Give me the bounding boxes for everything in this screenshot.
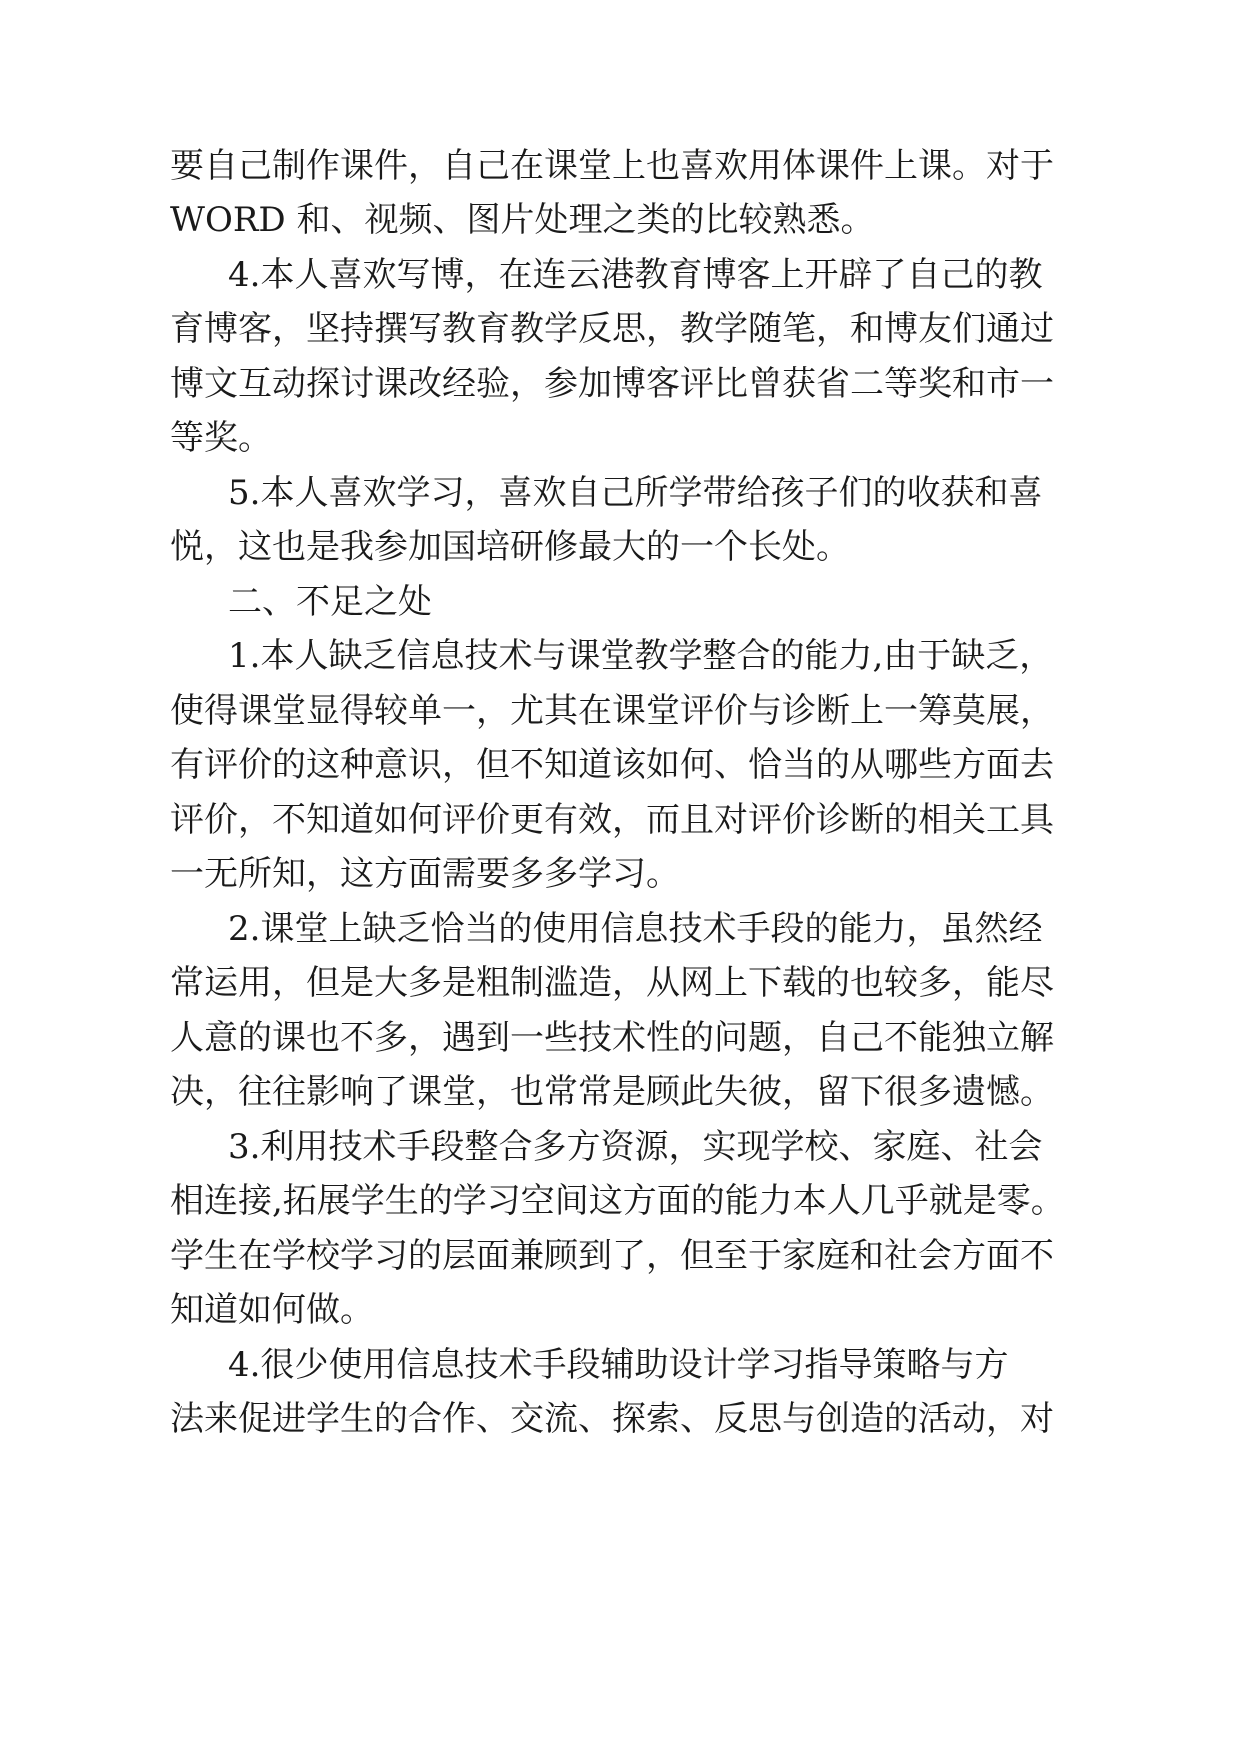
text-line: 决，往往影响了课堂，也常常是顾此失彼，留下很多遗憾。 [170,1072,1054,1112]
text-line: 博文互动探讨课改经验，参加博客评比曾获省二等奖和市一 [170,364,1054,404]
text-line: 等奖。 [170,418,272,458]
text-line: 2.课堂上缺乏恰当的使用信息技术手段的能力，虽然经 [228,909,1043,949]
text-line: 一无所知，这方面需要多多学习。 [170,854,680,894]
text-line: 1.本人缺乏信息技术与课堂教学整合的能力,由于缺乏， [228,636,1054,676]
text-line: 5.本人喜欢学习，喜欢自己所学带给孩子们的收获和喜 [228,473,1043,513]
text-line: 学生在学校学习的层面兼顾到了，但至于家庭和社会方面不 [170,1236,1054,1276]
text-line: 要自己制作课件，自己在课堂上也喜欢用体课件上课。对于 [170,146,1054,186]
text-line: 悦，这也是我参加国培研修最大的一个长处。 [170,527,850,567]
text-line: 相连接,拓展学生的学习空间这方面的能力本人几乎就是零。 [170,1181,1065,1221]
text-line: 4.很少使用信息技术手段辅助设计学习指导策略与方 [228,1345,1009,1385]
section-heading: 二、不足之处 [228,582,432,622]
text-line: 知道如何做。 [170,1290,374,1330]
text-line: 有评价的这种意识，但不知道该如何、恰当的从哪些方面去 [170,745,1054,785]
text-line: 人意的课也不多，遇到一些技术性的问题，自己不能独立解 [170,1018,1054,1058]
text-line: 法来促进学生的合作、交流、探索、反思与创造的活动，对 [170,1399,1054,1439]
text-line: 常运用，但是大多是粗制滥造，从网上下载的也较多，能尽 [170,963,1054,1003]
text-line: 3.利用技术手段整合多方资源，实现学校、家庭、社会 [228,1127,1043,1167]
text-line: 育博客，坚持撰写教育教学反思，教学随笔，和博友们通过 [170,309,1054,349]
text-line: 评价，不知道如何评价更有效，而且对评价诊断的相关工具 [170,800,1054,840]
text-line: 4.本人喜欢写博，在连云港教育博客上开辟了自己的教 [228,255,1043,295]
text-line: 使得课堂显得较单一，尤其在课堂评价与诊断上一筹莫展， [170,691,1054,731]
text-line: WORD 和、视频、图片处理之类的比较熟悉。 [170,200,875,240]
